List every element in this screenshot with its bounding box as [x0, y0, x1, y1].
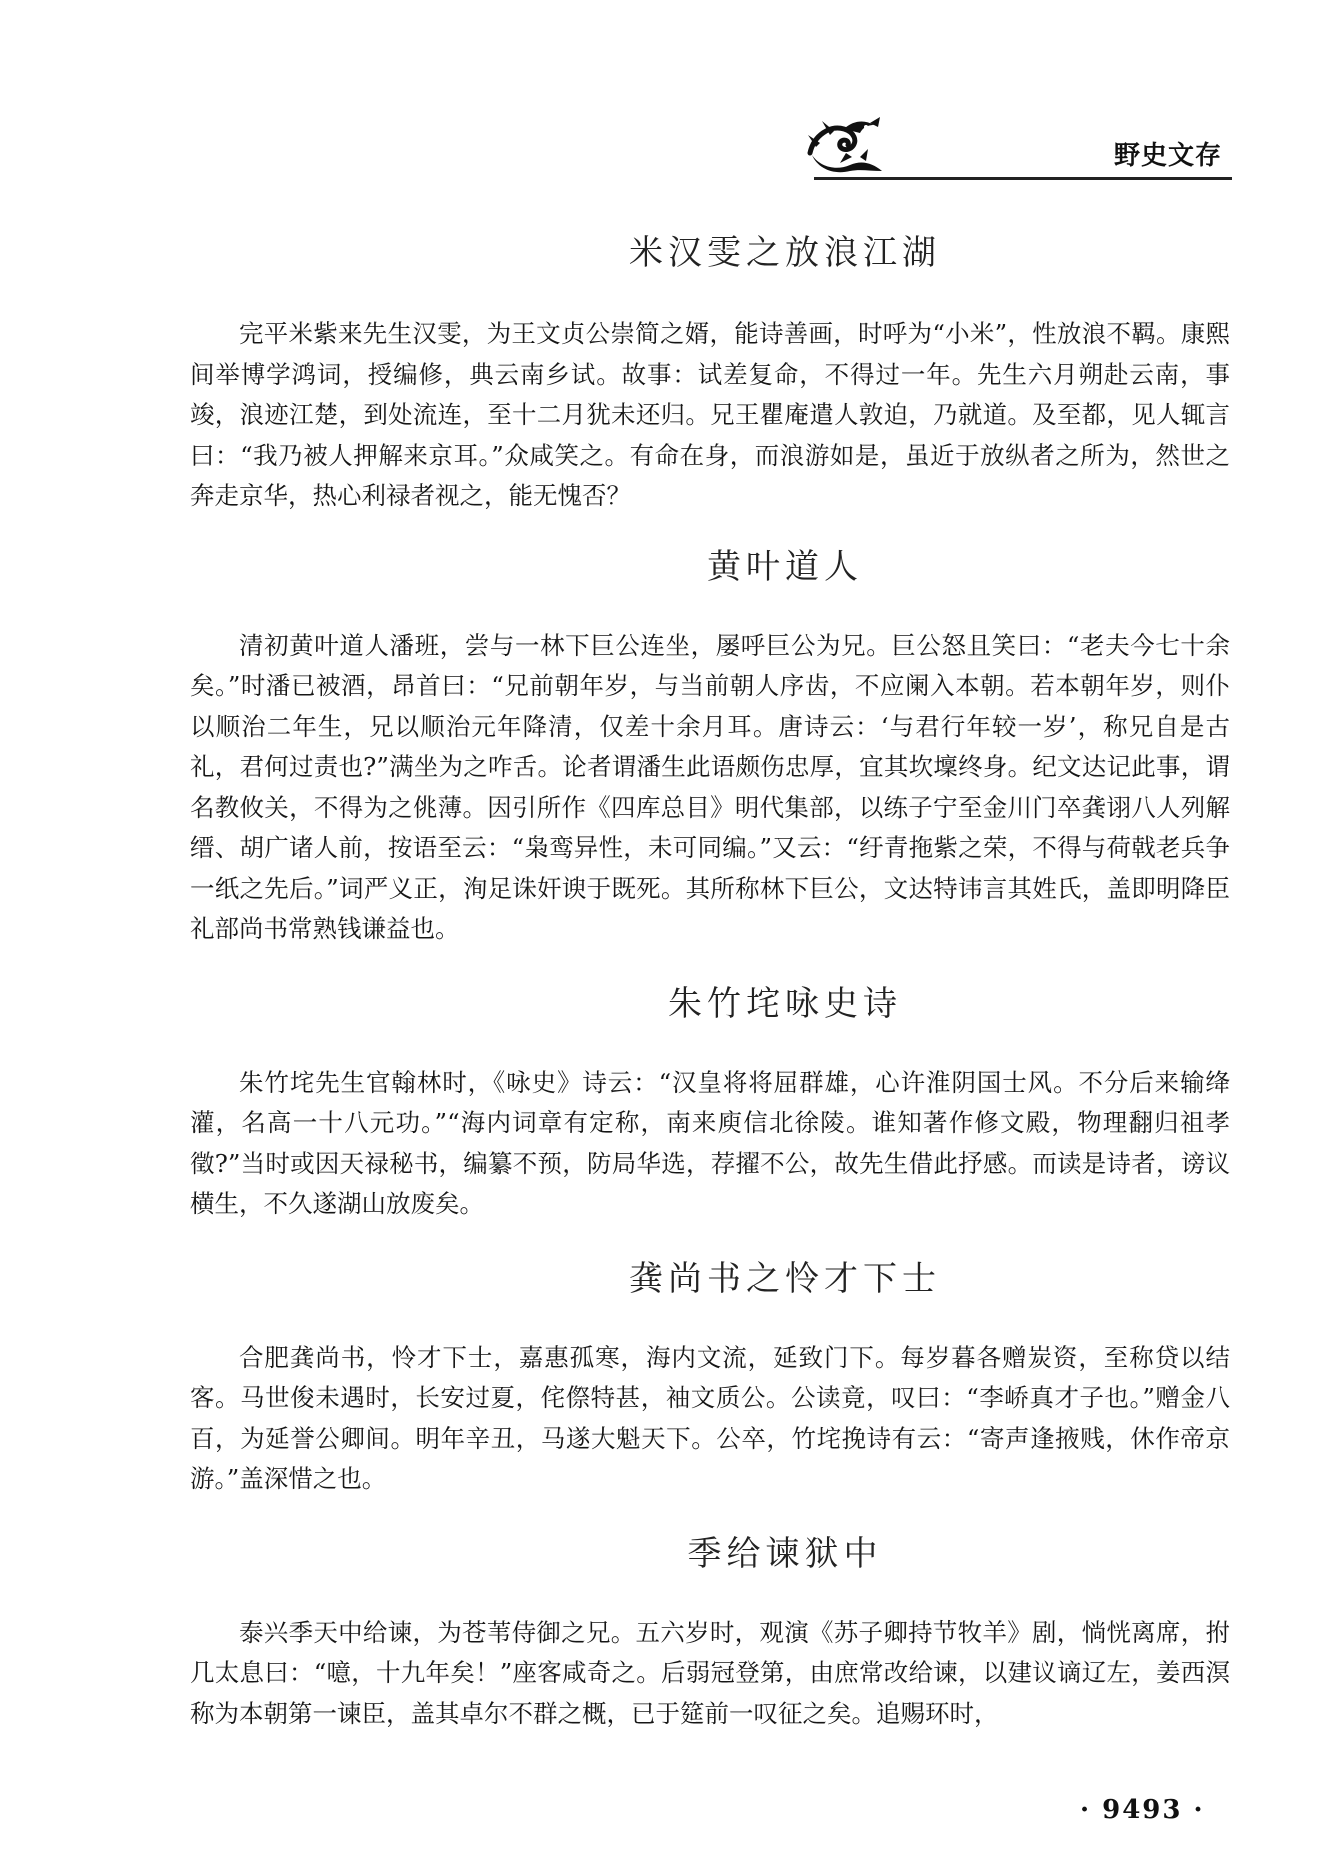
dragon-icon: [800, 113, 890, 175]
article-body: 完平米紫来先生汉雯，为王文贞公崇简之婿，能诗善画，时呼为“小米”，性放浪不羁。康熙间举博学鸿词，授编修，典云南乡试。故事：试差复命，不得过一年。先生六月朔赴云南，事竣，浪迹江楚，到处流连，至十二月犹未还归。兄王瞿庵遣人敦迫，乃就道。及至都，见人辄言曰：“我乃被人押解来京耳。”众咸笑之。有命在身，而浪游如是，虽近于放纵者之所为，然世之奔走京华，热心利禄者视之，能无愧否？: [190, 319, 1230, 510]
header-title: 野史文存: [1113, 141, 1222, 171]
article-body: 朱竹垞先生官翰林时，《咏史》诗云：“汉皇将将屈群雄，心许淮阴国士风。不分后来输绛灌，名高一十八元功。”“海内词章有定称，南来庾信北徐陵。谁知著作修文殿，物理翻归祖孝徵?”当时或因天禄秘书，编纂不预，防局华选，荐擢不公，故先生借此抒感。而读是诗者，谤议横生，不久遂湖山放废矣。: [190, 1067, 1230, 1218]
article-title: 朱竹垞咏史诗: [668, 983, 902, 1024]
article-body: 泰兴季天中给谏，为苍苇侍御之兄。五六岁时，观演《苏子卿持节牧羊》剧，惝恍离席，拊几太息曰：“噫，十九年矣！”座客咸奇之。后弱冠登第，由庶常改给谏，以建议谪辽左，姜西溟称为本朝第一谏臣，盖其卓尔不群之概，已于筵前一叹征之矣。追赐环时，: [190, 1617, 1230, 1728]
running-header: [800, 105, 1232, 185]
header-rule: [814, 177, 1232, 180]
article-title: 龚尚书之怜才下士: [629, 1258, 941, 1299]
page-number: · 9493 ·: [1080, 1795, 1205, 1825]
article-section: [190, 1526, 1230, 1735]
article-section: [190, 976, 1230, 1225]
article-body: 合肥龚尚书，怜才下士，嘉惠孤寒，海内文流，延致门下。每岁暮各赠炭资，至称贷以结客。马世俊未遇时，长安过夏，侘傺特甚，袖文质公。公读竟，叹曰：“李峤真才子也。”赠金八百，为延誉公卿间。明年辛丑，马遂大魁天下。公卒，竹垞挽诗有云：“寄声逢掖贱，休作帝京游。”盖深惜之也。: [190, 1342, 1230, 1493]
page-content: [190, 225, 1230, 1760]
article-body: 清初黄叶道人潘班，尝与一林下巨公连坐，屡呼巨公为兄。巨公怒且笑曰：“老夫今七十余矣。”时潘已被酒，昂首曰：“兄前朝年岁，与当前朝人序齿，不应阑入本朝。若本朝年岁，则仆以顺治二年生，兄以顺治元年降清，仅差十余月耳。唐诗云：‘与君行年较一岁’，称兄自是古礼，君何过责也?”满坐为之咋舌。论者谓潘生此语颇伤忠厚，宜其坎壈终身。纪文达记此事，谓名教攸关，不得为之佻薄。因引所作《四库总目》明代集部，以练子宁至金川门卒龚诩八人列解缙、胡广诸人前，按语至云：“枭鸾异性，未可同编。”又云：“纡青拖紫之荣，不得与荷戟老兵争一纸之先后。”词严义正，洵足诛奸谀于既死。其所称林下巨公，文达特讳言其姓氏，盖即明降臣礼部尚书常熟钱谦益也。: [190, 630, 1230, 943]
article-title: 黄叶道人: [707, 546, 863, 587]
article-title: 米汉雯之放浪江湖: [629, 233, 941, 273]
article-section: [190, 1251, 1230, 1500]
article-section: [190, 539, 1230, 950]
article-section: [190, 225, 1230, 517]
article-title: 季给谏狱中: [687, 1533, 883, 1574]
